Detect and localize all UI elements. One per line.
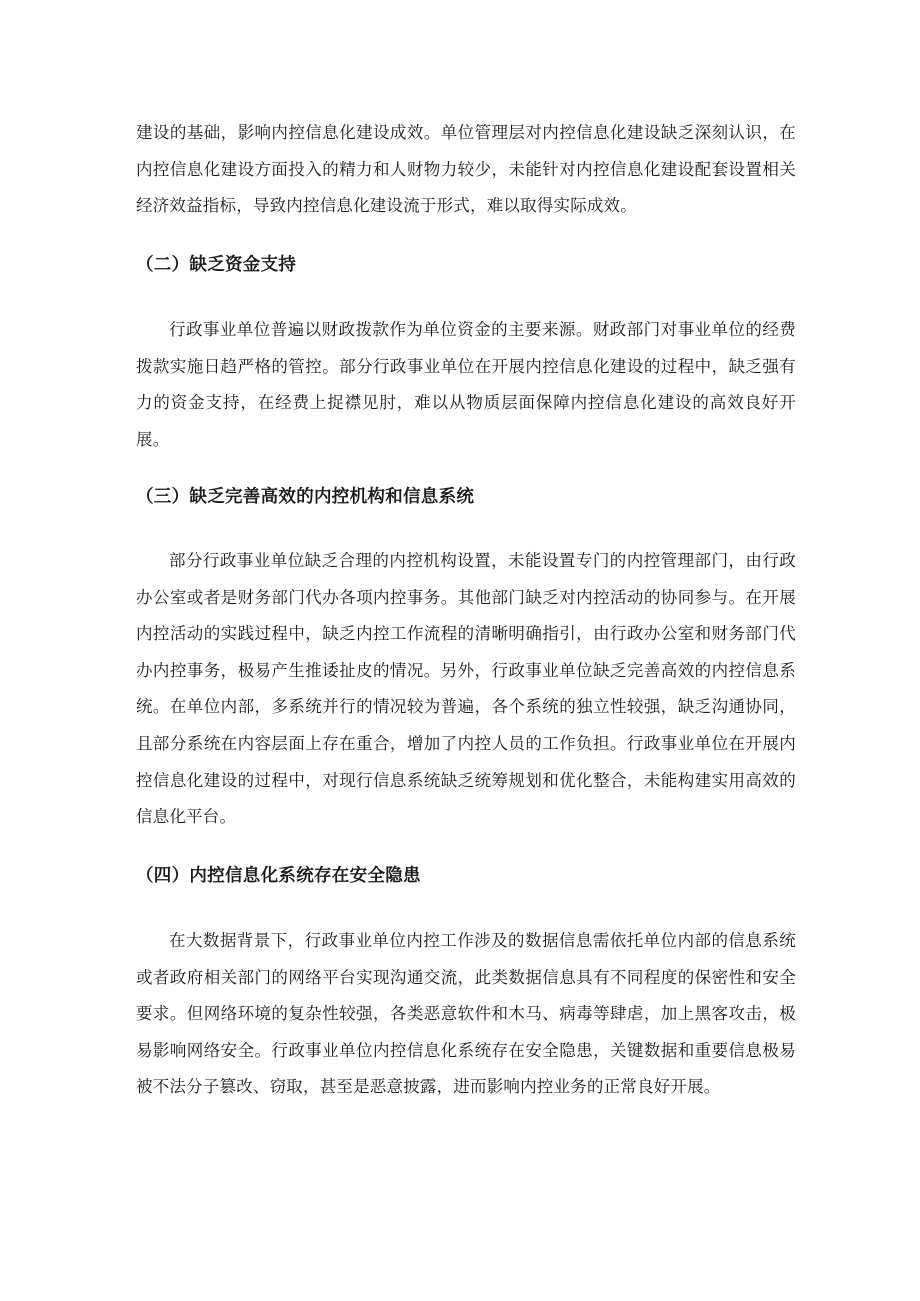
section-heading-2-block: [136, 247, 796, 283]
section-heading-4: （四）内控信息化系统存在安全隐患: [136, 866, 421, 886]
paragraph-intro-block: [136, 115, 796, 225]
paragraph-4: 在大数据背景下，行政事业单位内控工作涉及的数据信息需依托单位内部的信息系统或者政府相关部门的网络平台实现沟通交流，此类数据信息具有不同程度的保密性和安全要求。但网络环境的复杂性较强，各类恶意软件和木马、病毒等肆虐，加上黑客攻击，极易影响网络安全。行政事业单位内控信息化系统存在安全隐患，关键数据和重要信息极易被不法分子篡改、窃取，甚至是恶意披露，进而影响内控业务的正常良好开展。: [136, 931, 796, 1097]
paragraph-4-block: [136, 923, 796, 1106]
paragraph-intro: 建设的基础，影响内控信息化建设成效。单位管理层对内控信息化建设缺乏深刻认识，在内控信息化建设方面投入的精力和人财物力较少，未能针对内控信息化建设配套设置相关经济效益指标，导致内控信息化建设流于形式，难以取得实际成效。: [136, 123, 796, 216]
section-heading-2: （二）缺乏资金支持: [136, 255, 297, 275]
paragraph-3: 部分行政事业单位缺乏合理的内控机构设置，未能设置专门的内控管理部门，由行政办公室或者是财务部门代办各项内控事务。其他部门缺乏对内控活动的协同参与。在开展内控活动的实践过程中，缺乏内控工作流程的清晰明确指引，由行政办公室和财务部门代办内控事务，极易产生推诿扯皮的情况。另外，行政事业单位缺乏完善高效的内控信息系统。在单位内部，多系统并行的情况较为普遍，各个系统的独立性较强，缺乏沟通协同，且部分系统在内容层面上存在重合，增加了内控人员的工作负担。行政事业单位在开展内控信息化建设的过程中，对现行信息系统缺乏统筹规划和优化整合，未能构建实用高效的信息化平台。: [136, 551, 796, 827]
paragraph-2: 行政事业单位普遍以财政拨款作为单位资金的主要来源。财政部门对事业单位的经费拨款实施日趋严格的管控。部分行政事业单位在开展内控信息化建设的过程中，缺乏强有力的资金支持，在经费上捉襟见肘，难以从物质层面保障内控信息化建设的高效良好开展。: [136, 320, 796, 449]
section-heading-3: （三）缺乏完善高效的内控机构和信息系统: [136, 487, 475, 507]
paragraph-3-block: [136, 543, 796, 836]
section-heading-3-block: [136, 479, 796, 515]
section-heading-4-block: [136, 858, 796, 894]
paragraph-2-block: [136, 312, 796, 458]
